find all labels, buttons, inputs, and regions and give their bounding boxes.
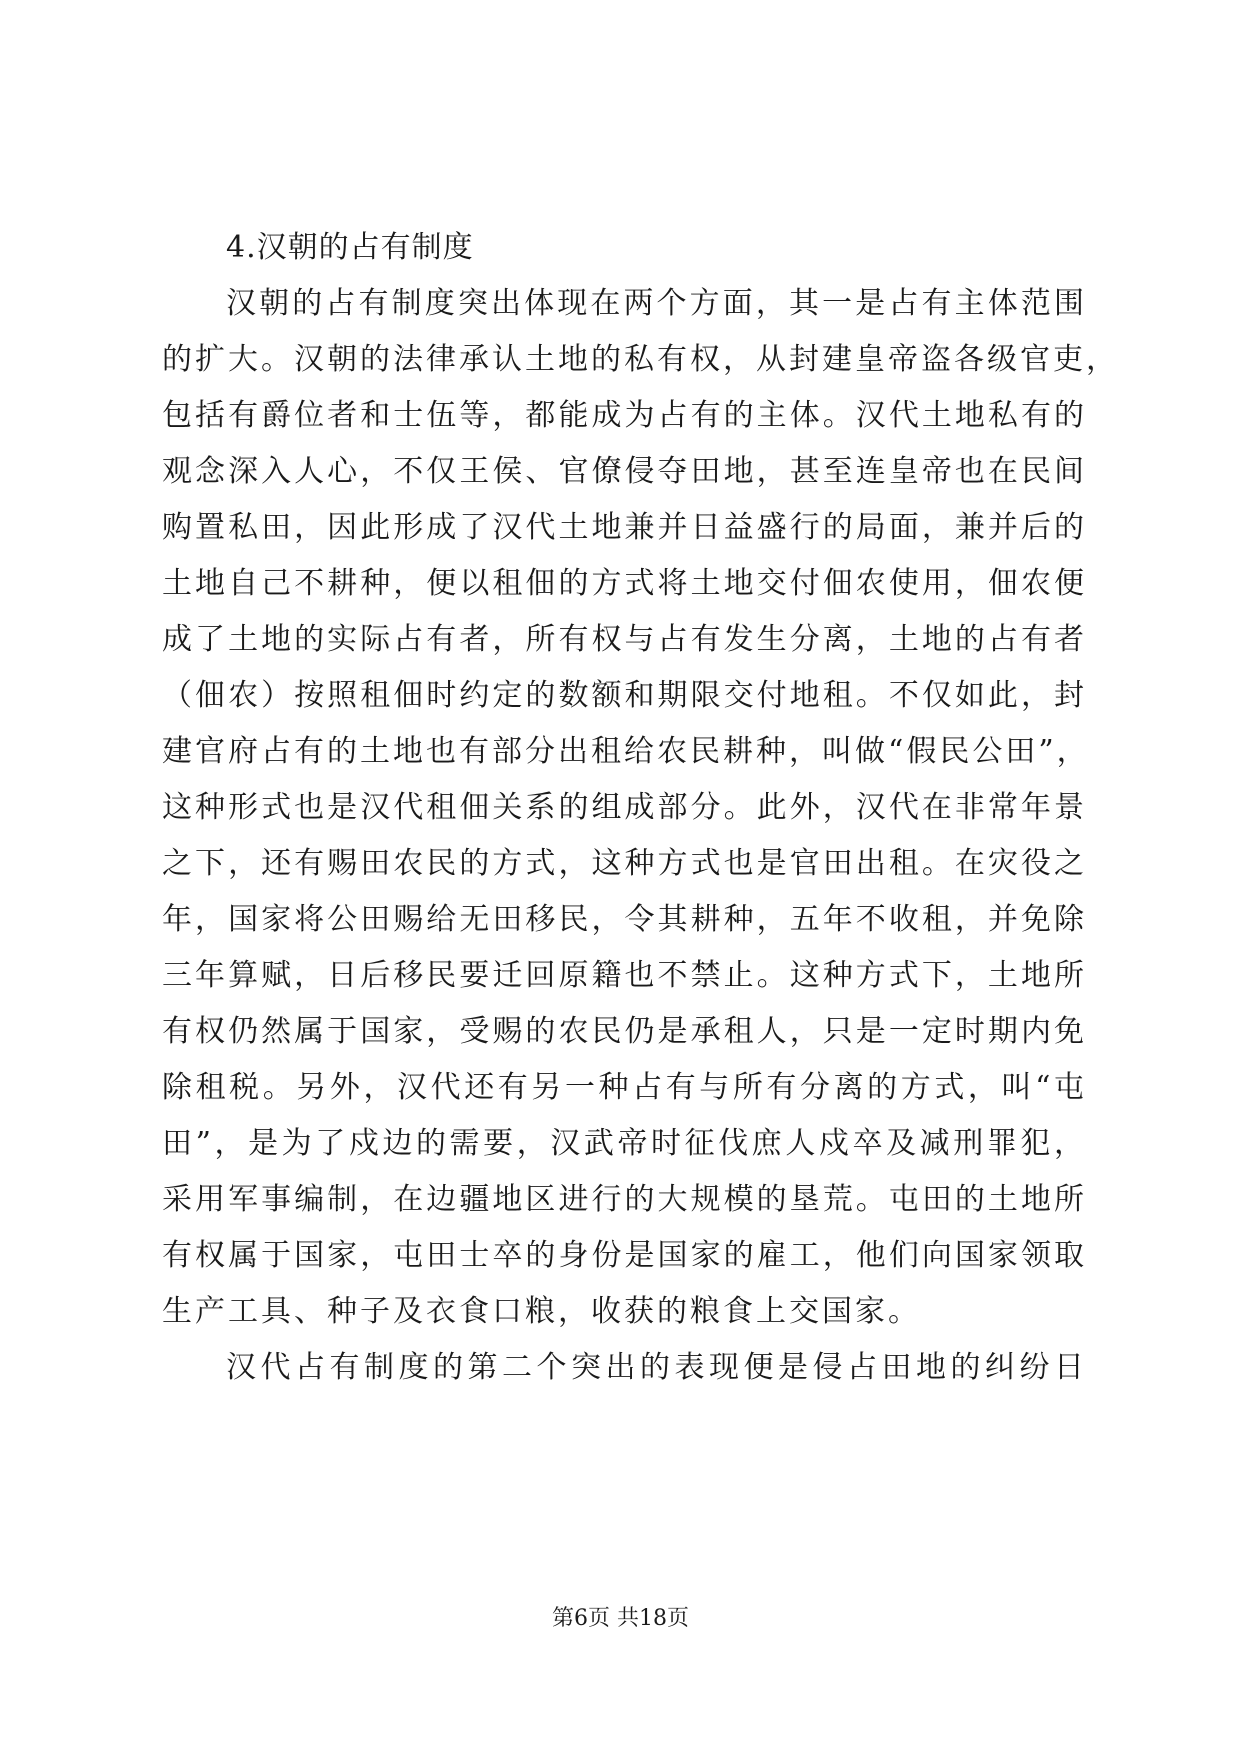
text-line: 有权仍然属于国家，受赐的农民仍是承租人，只是一定时期内免: [162, 1014, 1087, 1049]
text-line: 采用军事编制，在边疆地区进行的大规模的垦荒。屯田的土地所: [162, 1182, 1087, 1217]
text-line: 除租税。另外，汉代还有另一种占有与所有分离的方式，叫“屯: [162, 1070, 1087, 1105]
text-line: 包括有爵位者和士伍等，都能成为占有的主体。汉代土地私有的: [162, 398, 1087, 433]
section-heading: 4.汉朝的占有制度: [226, 230, 474, 265]
text-line: 年，国家将公田赐给无田移民，令其耕种，五年不收租，并免除: [162, 902, 1087, 937]
page-footer: [0, 1604, 1241, 1634]
text-line: 建官府占有的土地也有部分出租给农民耕种，叫做“假民公田”，: [162, 734, 1090, 769]
text-line: 生产工具、种子及衣食口粮，收获的粮食上交国家。: [162, 1294, 921, 1329]
text-line: 这种形式也是汉代租佃关系的组成部分。此外，汉代在非常年景: [162, 790, 1087, 825]
text-line: 观念深入人心，不仅王侯、官僚侵夺田地，甚至连皇帝也在民间: [162, 454, 1087, 489]
text-line: 三年算赋，日后移民要迁回原籍也不禁止。这种方式下，土地所: [162, 958, 1087, 993]
text-line: 的扩大。汉朝的法律承认土地的私有权，从封建皇帝盗各级官吏，: [162, 342, 1119, 377]
text-line: （佃农）按照租佃时约定的数额和期限交付地租。不仅如此，封: [162, 678, 1087, 713]
text-line: 汉代占有制度的第二个突出的表现便是侵占田地的纠纷日: [226, 1350, 1087, 1385]
document-body: [162, 220, 1119, 1396]
paragraph-1: [162, 276, 1119, 1340]
text-line: 田”，是为了戍边的需要，汉武帝时征伐庶人戍卒及减刑罪犯，: [162, 1126, 1087, 1161]
text-line: 有权属于国家，屯田士卒的身份是国家的雇工，他们向国家领取: [162, 1238, 1087, 1273]
paragraph-2: [162, 1340, 1087, 1396]
text-line: 土地自己不耕种，便以租佃的方式将土地交付佃农使用，佃农便: [162, 566, 1087, 601]
text-line: 汉朝的占有制度突出体现在两个方面，其一是占有主体范围: [226, 286, 1087, 321]
text-line: 成了土地的实际占有者，所有权与占有发生分离，土地的占有者: [162, 622, 1087, 657]
text-line: 之下，还有赐田农民的方式，这种方式也是官田出租。在灾役之: [162, 846, 1087, 881]
text-line: 购置私田，因此形成了汉代土地兼并日益盛行的局面，兼并后的: [162, 510, 1087, 545]
page-number-label: 第6页 共18页: [552, 1606, 689, 1631]
